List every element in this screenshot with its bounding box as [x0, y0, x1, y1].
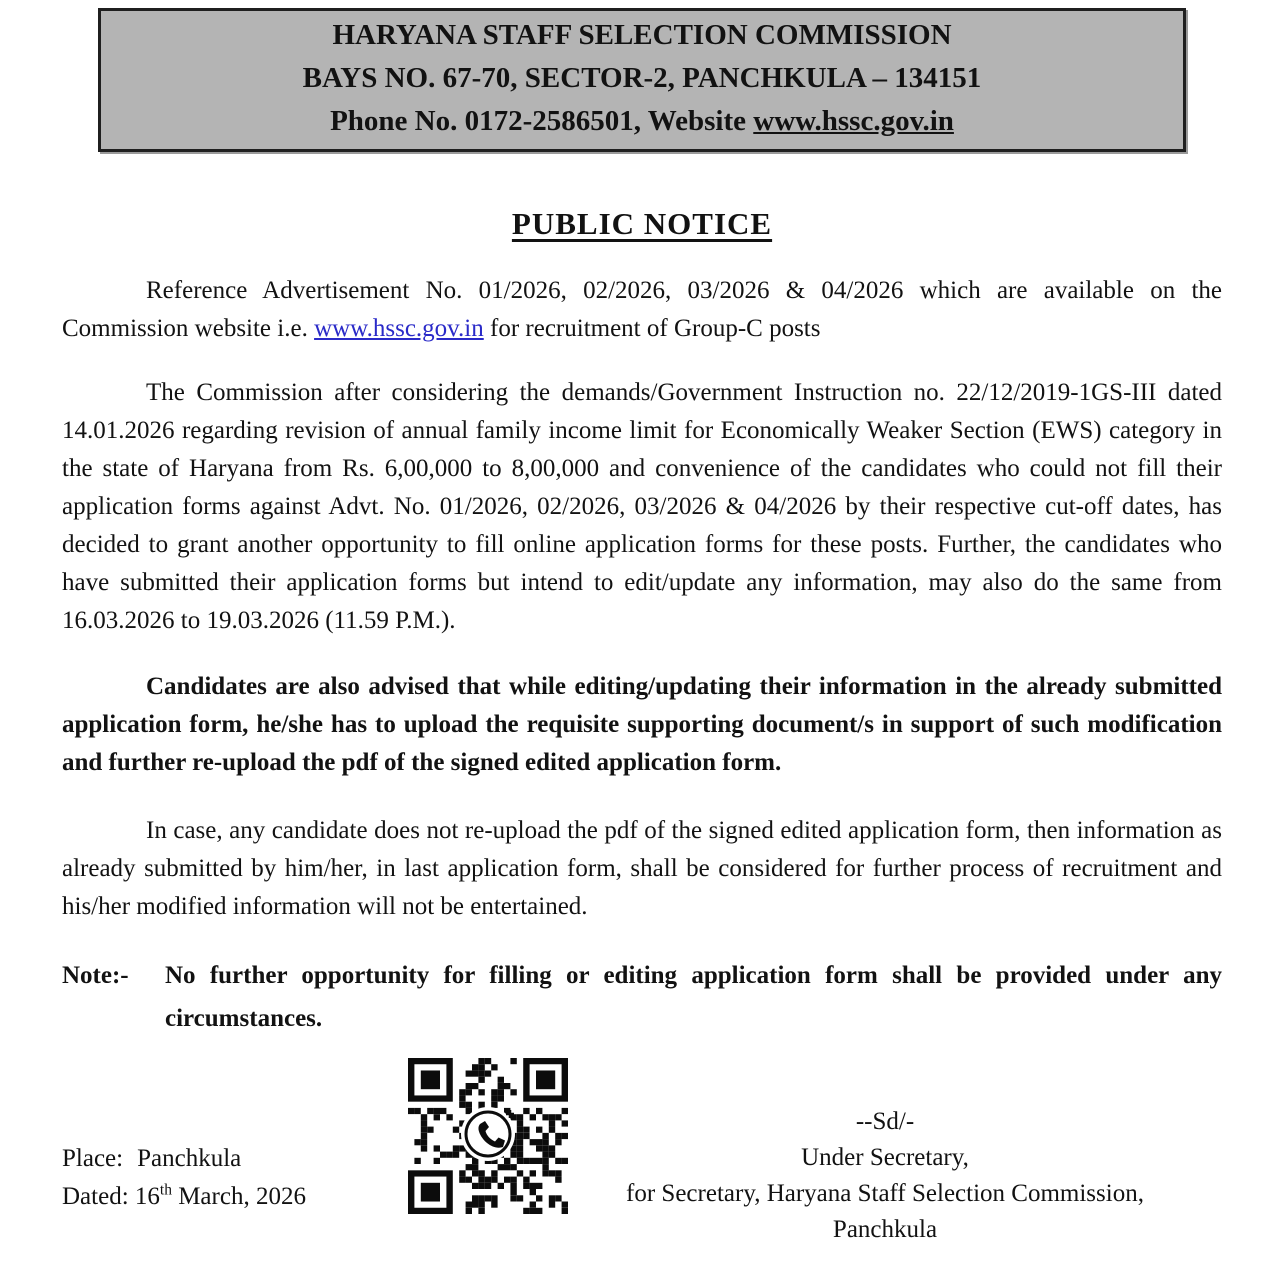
qr-code-icon: [408, 1058, 568, 1214]
signature-block: [545, 1104, 1225, 1248]
paragraph-reference-tail: for recruitment of Group-C posts: [483, 315, 821, 342]
org-address: BAYS NO. 67-70, SECTOR-2, PANCHKULA – 134151: [302, 62, 982, 94]
org-name: HARYANA STAFF SELECTION COMMISSION: [332, 19, 952, 51]
paragraph-candidates-advised: Candidates are also advised that while editing/updating their information in the already submitted application form, he/she has to upload the requisite supporting document/s in support of such modification and further re-upload the pdf of the signed edited application form.: [62, 673, 1222, 776]
note-section: [62, 954, 1222, 1040]
sd-line: --Sd/-: [855, 1108, 915, 1135]
paragraph-no-reupload-consequence: In case, any candidate does not re-upload the pdf of the signed edited application form, then information as already submitted by him/her, in last application form, shall be considered for further process of recruitment and his/her modified information will not be entertained.: [62, 817, 1222, 920]
header-website-link[interactable]: www.hssc.gov.in: [753, 105, 954, 137]
org-contact: [101, 100, 1183, 143]
signatory-for: for Secretary, Haryana Staff Selection Commission,: [626, 1180, 1144, 1207]
paragraph-reference: [62, 272, 1222, 348]
date-line: Dated: 16th March, 2026: [62, 1181, 306, 1210]
phone-number: Phone No. 0172-2586501, Website: [330, 105, 754, 137]
signatory-place: Panchkula: [832, 1216, 938, 1243]
hssc-website-link[interactable]: www.hssc.gov.in: [314, 315, 484, 342]
paragraph-reference-text: Reference Advertisement No. 01/2026, 02/2026, 03/2026 & 04/2026 which are available on the Commission website i.e.: [62, 277, 1222, 342]
place-date-block: [62, 1140, 306, 1216]
letterhead-box: [98, 8, 1186, 152]
signatory-title: Under Secretary,: [801, 1144, 969, 1171]
note-text: No further opportunity for filling or editing application form shall be provided under any circumstances.: [165, 962, 1222, 1032]
paragraph-commission-decision: The Commission after considering the demands/Government Instruction no. 22/12/2019-1GS-III dated 14.01.2026 regarding revision of annual family income limit for Economically Weaker Section (EWS) category in the state of Haryana from Rs. 6,00,000 to 8,00,000 and convenience of the candidates who could not fill their application forms against Advt. No. 01/2026, 02/2026, 03/2026 & 04/2026 by their respective cut-off dates, has decided to grant another opportunity to fill online application forms for these posts. Further, the candidates who have submitted their application forms but intend to edit/update any information, may also do the same from 16.03.2026 to 19.03.2026 (11.59 P.M.).: [62, 379, 1222, 634]
place-line: Place: Panchkula: [62, 1145, 242, 1172]
note-label: Note:-: [62, 962, 129, 989]
page-title: PUBLIC NOTICE: [511, 206, 773, 241]
